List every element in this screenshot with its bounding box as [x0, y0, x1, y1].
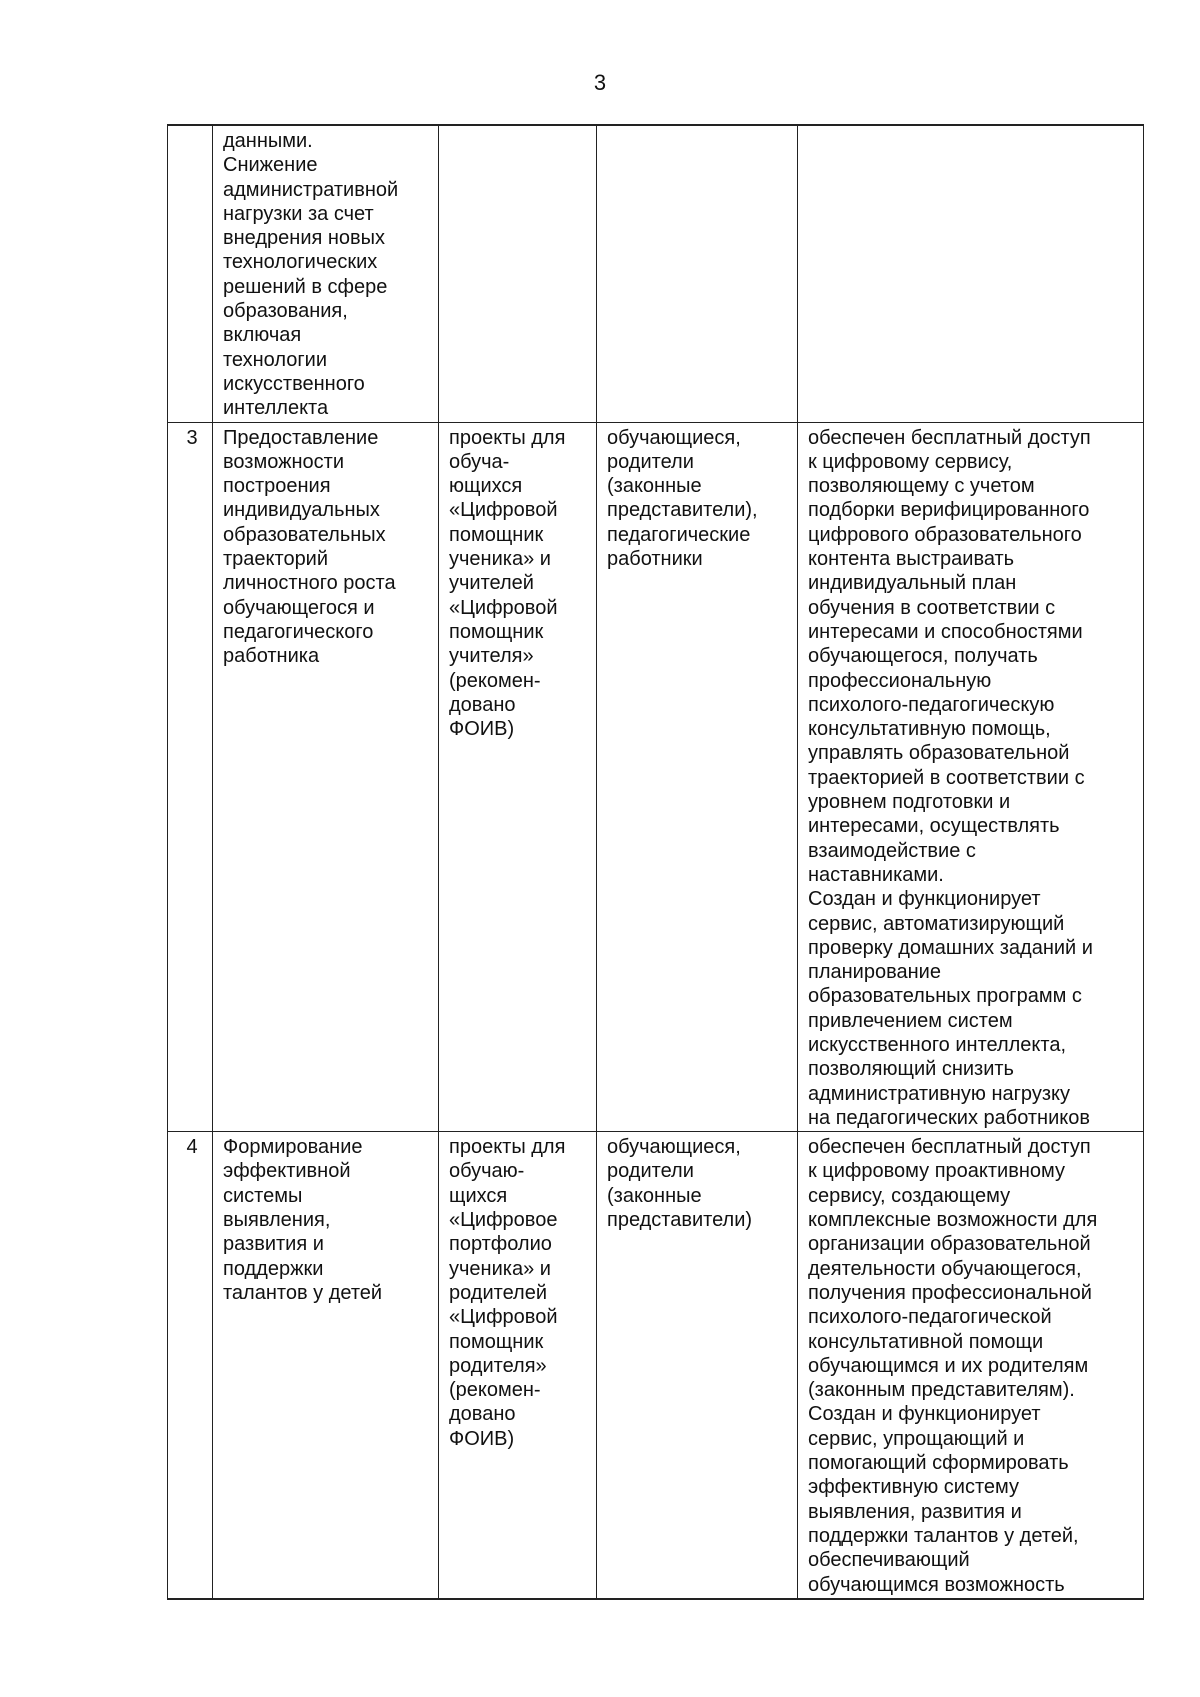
table-row [168, 125, 1144, 422]
page-number: 3 [593, 70, 607, 95]
goal-cell: Предоставление возможности построения индивидуальных образовательных траекторий личностного роста обучающегося и педагогического работника [213, 422, 439, 1132]
table-row [168, 1132, 1144, 1599]
projects-cell: проекты для обуча- ющихся «Цифровой помощник ученика» и учителей «Цифровой помощник учителя» (рекомен- довано ФОИВ) [439, 422, 597, 1132]
row-number-cell: 4 [168, 1132, 213, 1599]
target-audience-cell [597, 125, 798, 422]
row-number-cell [168, 125, 213, 422]
goal-cell: Формирование эффективной системы выявления, развития и поддержки талантов у детей [213, 1132, 439, 1599]
projects-cell [439, 125, 597, 422]
projects-cell: проекты для обучаю- щихся «Цифровое портфолио ученика» и родителей «Цифровой помощник родителя» (рекомен- довано ФОИВ) [439, 1132, 597, 1599]
result-cell: обеспечен бесплатный доступ к цифровому проактивному сервису, создающему комплексные возможности для организации образовательной деятельности обучающегося, получения профессиональной психолого-педагогической консультативной помощи обучающимся и их родителям (законным представителям). Создан и функционирует сервис, упрощающий и помогающий сформировать эффективную систему выявления, развития и поддержки талантов у детей, обеспечивающий обучающимся возможность [798, 1132, 1144, 1599]
target-audience-cell: обучающиеся, родители (законные представители), педагогические работники [597, 422, 798, 1132]
row-number-cell: 3 [168, 422, 213, 1132]
table-row [168, 422, 1144, 1132]
result-cell [798, 125, 1144, 422]
goal-cell: данными. Снижение административной нагрузки за счет внедрения новых технологических решений в сфере образования, включая технологии искусственного интеллекта [213, 125, 439, 422]
document-table [167, 124, 1144, 1600]
result-cell: обеспечен бесплатный доступ к цифровому сервису, позволяющему с учетом подборки верифицированного цифрового образовательного контента выстраивать индивидуальный план обучения в соответствии с интересами и способностями обучающегося, получать профессиональную психолого-педагогическую консультативную помощь, управлять образовательной траекторией в соответствии с уровнем подготовки и интересами, осуществлять взаимодействие с наставниками. Создан и функционирует сервис, автоматизирующий проверку домашних заданий и планирование образовательных программ с привлечением систем искусственного интеллекта, позволяющий снизить административную нагрузку на педагогических работников [798, 422, 1144, 1132]
target-audience-cell: обучающиеся, родители (законные представители) [597, 1132, 798, 1599]
